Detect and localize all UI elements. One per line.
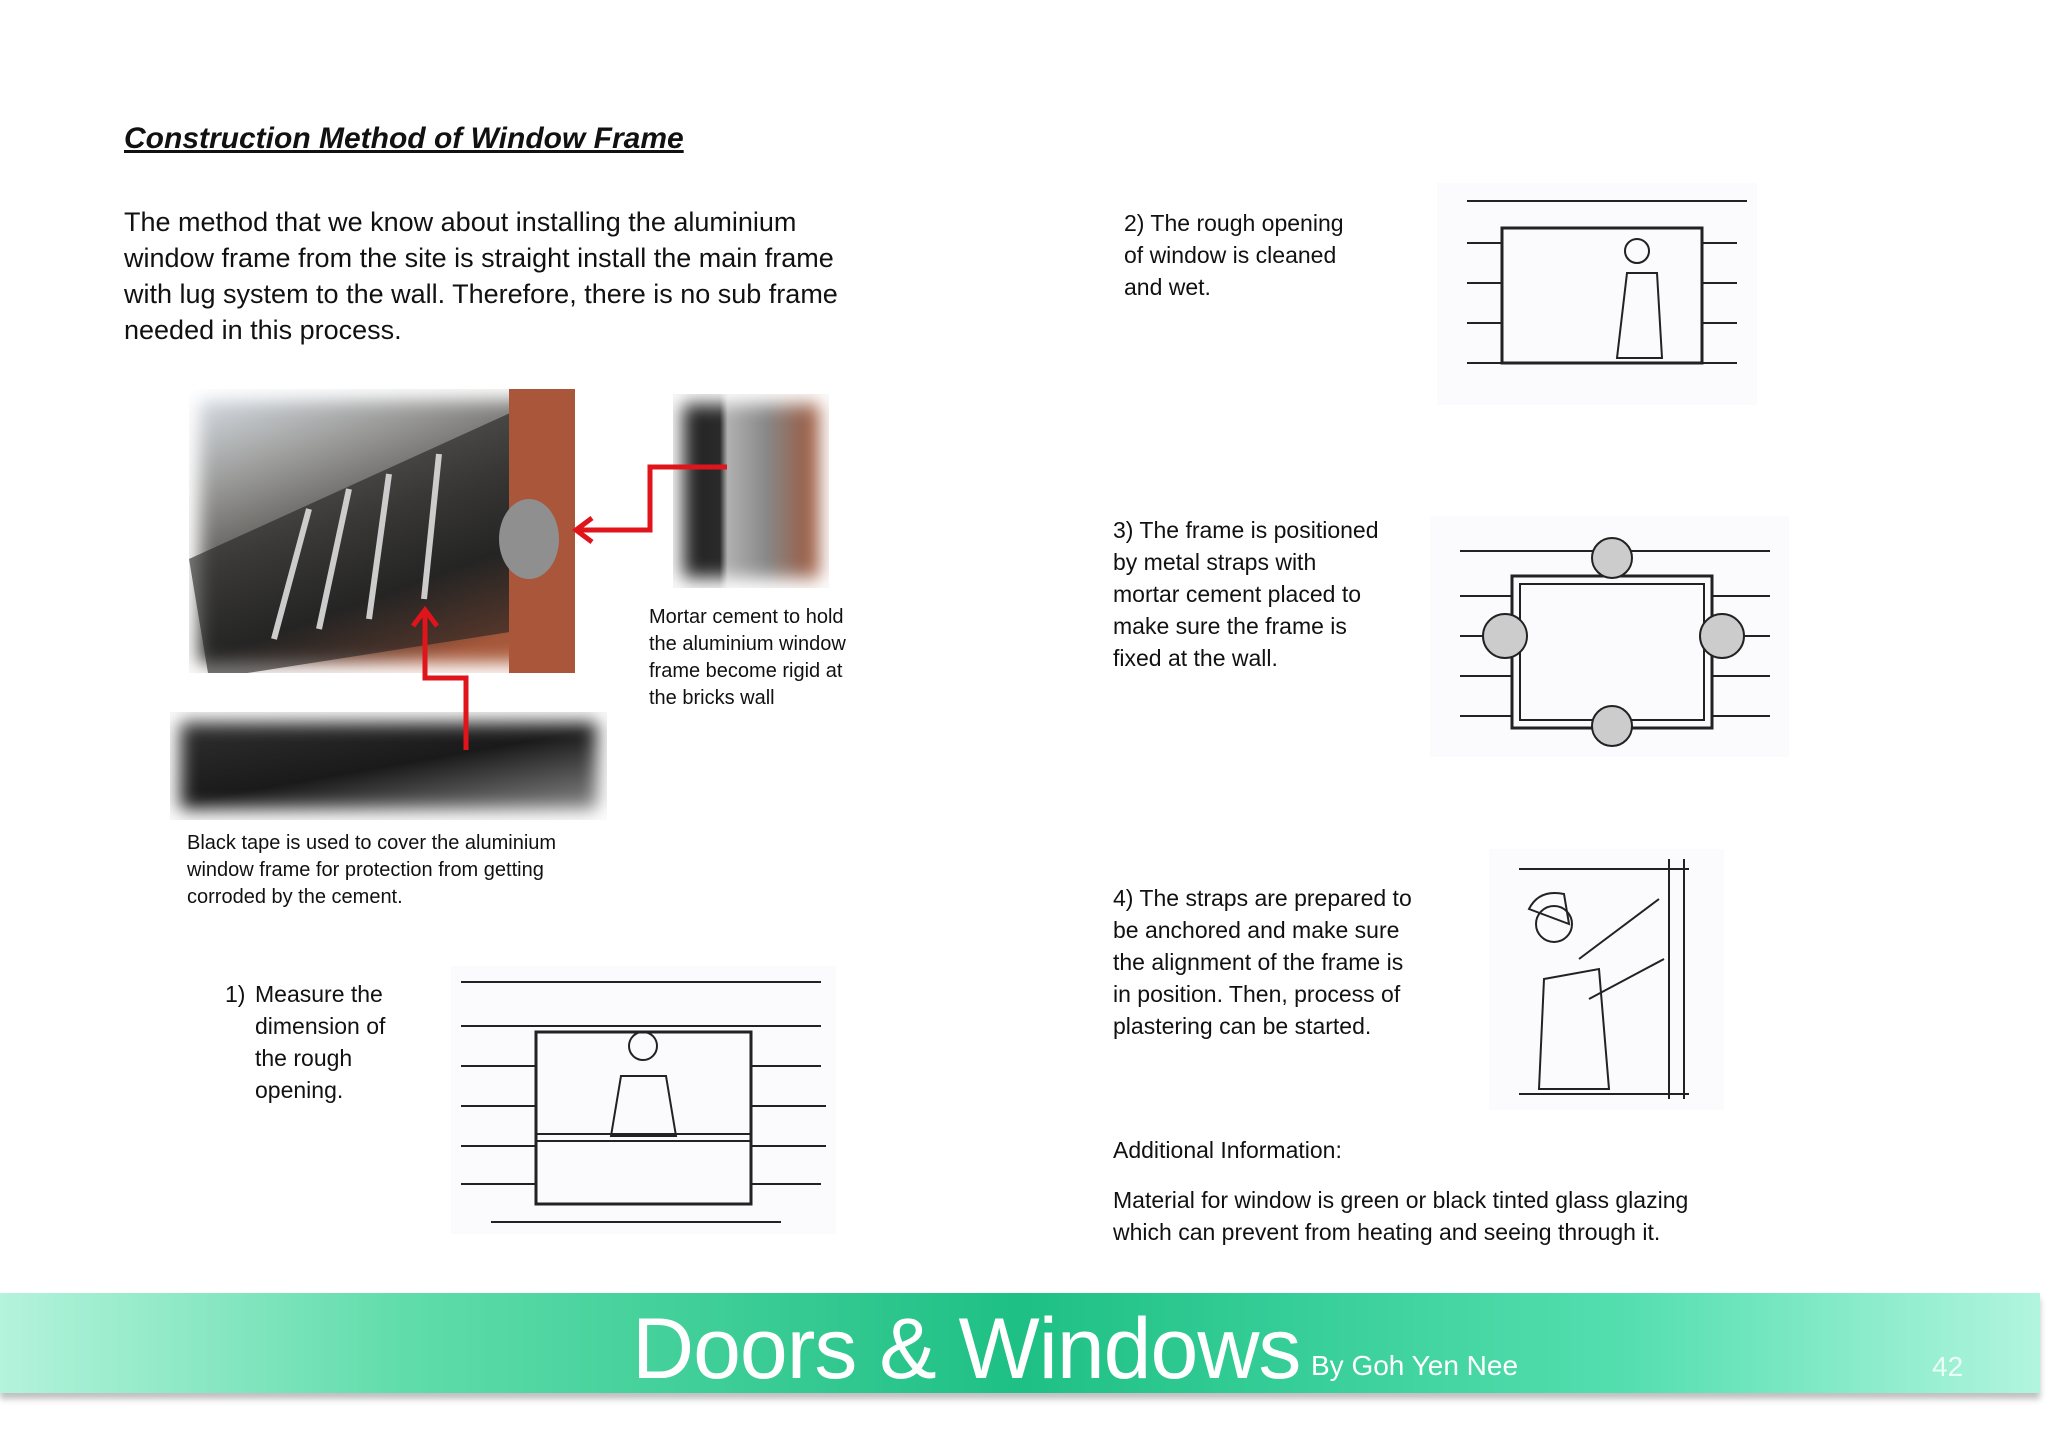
step-3-sketch [1430, 516, 1789, 757]
footer-title: Doors & Windows [632, 1301, 1301, 1397]
step-1-text: Measure the dimension of the rough opening. [255, 981, 386, 1103]
arrow-to-tape [425, 612, 466, 750]
mortar-caption: Mortar cement to hold the aluminium window frame become rigid at the bricks wall [649, 606, 846, 709]
additional-info-heading: Additional Information: [1113, 1137, 1342, 1163]
step-1-sketch [451, 966, 836, 1234]
page-number: 42 [1932, 1351, 1964, 1382]
intro-paragraph: The method that we know about installing the aluminium window frame from the site is straight install the main frame with lug system to the wall. Therefore, there is no sub frame needed in this process. [124, 207, 838, 345]
arrow-to-mortar [578, 467, 727, 530]
step-4-text: 4) The straps are prepared to be anchored and make sure the alignment of the frame is in position. Then, process of plastering can be started. [1113, 885, 1412, 1039]
step-2-text: 2) The rough opening of window is cleaned and wet. [1124, 210, 1344, 300]
step-2-sketch [1437, 183, 1757, 405]
additional-info-text: Material for window is green or black tinted glass glazing which can prevent from heating and seeing through it. [1113, 1187, 1689, 1245]
tape-caption: Black tape is used to cover the aluminium window frame for protection from getting corroded by the cement. [187, 832, 557, 908]
footer-author: By Goh Yen Nee [1311, 1350, 1519, 1381]
step-3-text: 3) The frame is positioned by metal straps with mortar cement placed to make sure the frame is fixed at the wall. [1113, 517, 1379, 671]
step-1-number: 1) [225, 981, 246, 1007]
step-4-sketch [1489, 849, 1724, 1110]
page-title: Construction Method of Window Frame [124, 122, 684, 155]
